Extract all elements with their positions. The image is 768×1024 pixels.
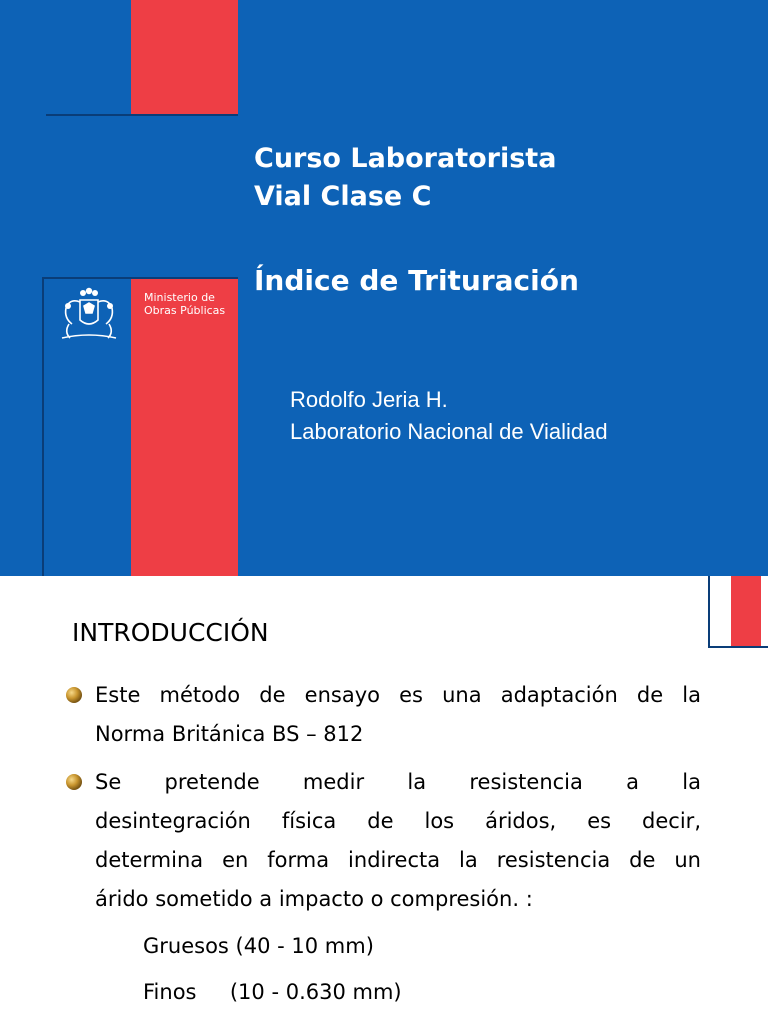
course-title-line: Vial Clase C	[254, 181, 432, 212]
gold-sphere-icon	[65, 686, 83, 704]
course-title-line: Curso Laboratorista	[254, 143, 557, 174]
bullet-line: Se pretende medir la resistencia a la	[95, 770, 701, 794]
divider-line	[708, 576, 710, 648]
bullet-line: árido sometido a impacto o compresión. :	[95, 887, 533, 911]
ministry-line: Ministerio de	[144, 291, 215, 304]
red-accent-block-top	[131, 0, 238, 116]
red-accent-block	[131, 279, 238, 576]
author-block	[290, 384, 608, 448]
bullet-line: Norma Británica BS – 812	[95, 722, 364, 746]
divider-line	[708, 646, 768, 648]
bullet-line: Este método de ensayo es una adaptación de la	[95, 683, 701, 707]
bullet-line: determina en forma indirecta la resistencia de un	[95, 848, 701, 872]
content-slide	[0, 576, 768, 1024]
section-heading: INTRODUCCIÓN	[72, 618, 269, 647]
organization-name: Laboratorio Nacional de Vialidad	[290, 419, 608, 444]
sub-item: Gruesos (40 - 10 mm)	[143, 934, 374, 958]
author-name: Rodolfo Jeria H.	[290, 387, 448, 412]
divider-line	[42, 277, 44, 576]
red-accent-block	[731, 576, 761, 648]
sub-item: Finos (10 - 0.630 mm)	[143, 980, 402, 1004]
divider-line	[46, 114, 238, 116]
bullet-line: desintegración física de los áridos, es decir,	[95, 809, 701, 833]
course-title	[254, 140, 556, 216]
gold-sphere-icon	[65, 773, 83, 791]
ministry-logo-text	[144, 291, 225, 317]
bullet-item	[95, 676, 701, 754]
ministry-line: Obras Públicas	[144, 304, 226, 317]
lesson-title: Índice de Trituración	[254, 264, 579, 297]
chile-coat-of-arms-icon	[54, 286, 124, 342]
bullet-item	[95, 763, 701, 919]
